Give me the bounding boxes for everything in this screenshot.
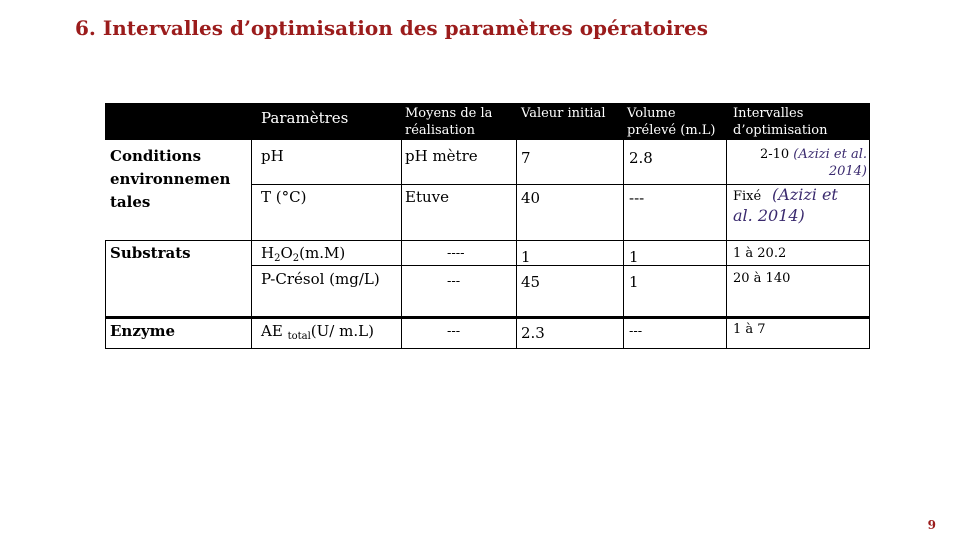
column-divider-4 [623,140,624,349]
cell-h2o2-moyen: ---- [447,246,465,261]
cell-pcresol-valeur: 45 [521,273,541,291]
table-left-border [105,240,106,349]
header-parametres: Paramètres [261,109,349,127]
table-right-border [869,140,870,349]
cell-ph-valeur: 7 [521,149,531,167]
column-divider-2 [401,140,402,349]
row-divider-substrats [105,316,870,319]
header-moyens: Moyens de la réalisation [405,106,493,138]
cell-h2o2-volume: 1 [629,248,639,266]
page-number: 9 [927,518,936,532]
cell-ph-interval: 2-10 (Azizi et al. 2014) [759,147,867,179]
cell-pcresol-volume: 1 [629,273,639,291]
header-valeur-initial: Valeur initial [521,106,606,121]
column-divider-1 [251,140,252,349]
header-volume: Volume prélevé (m.L) [627,106,716,138]
row-divider-conditions [105,240,870,241]
cell-temp-valeur: 40 [521,189,541,207]
header-intervalles: Intervalles d’optimisation [733,106,828,138]
cell-ph-moyen: pH mètre [405,147,478,165]
table-bottom-border [105,348,870,349]
group-substrats: Substrats [110,244,191,262]
cell-temp-volume: --- [629,189,645,207]
cell-temp-param: T (°C) [261,188,307,206]
cell-temp-moyen: Etuve [405,188,449,206]
cell-ae-valeur: 2.3 [521,324,545,342]
slide-title: 6. Intervalles d’optimisation des paramètres opératoires [75,16,708,40]
cell-ph-volume: 2.8 [629,149,653,167]
cell-pcresol-interval: 20 à 140 [733,271,791,286]
parameters-table [105,103,870,349]
cell-temp-interval: Fixé (Azizi et al. 2014) [733,185,838,225]
cell-ae-interval: 1 à 7 [733,322,766,337]
cell-pcresol-param: P-Crésol (mg/L) [261,270,380,288]
column-divider-5 [726,140,727,349]
cell-ae-param: AE $_{total}$(U/ m.L) [261,322,374,342]
cell-pcresol-moyen: --- [447,274,461,289]
cell-ph-param: pH [261,147,284,165]
group-enzyme: Enzyme [110,322,175,340]
cell-h2o2-interval: 1 à 20.2 [733,246,787,261]
cell-ae-moyen: --- [447,324,461,339]
cell-ae-volume: --- [629,324,643,339]
cell-h2o2-param: $H_2O_2(m.M)$ [261,244,346,264]
column-divider-3 [516,140,517,349]
group-conditions-environnementales: Conditions environnemen tales [110,147,231,211]
cell-h2o2-valeur: 1 [521,248,531,266]
